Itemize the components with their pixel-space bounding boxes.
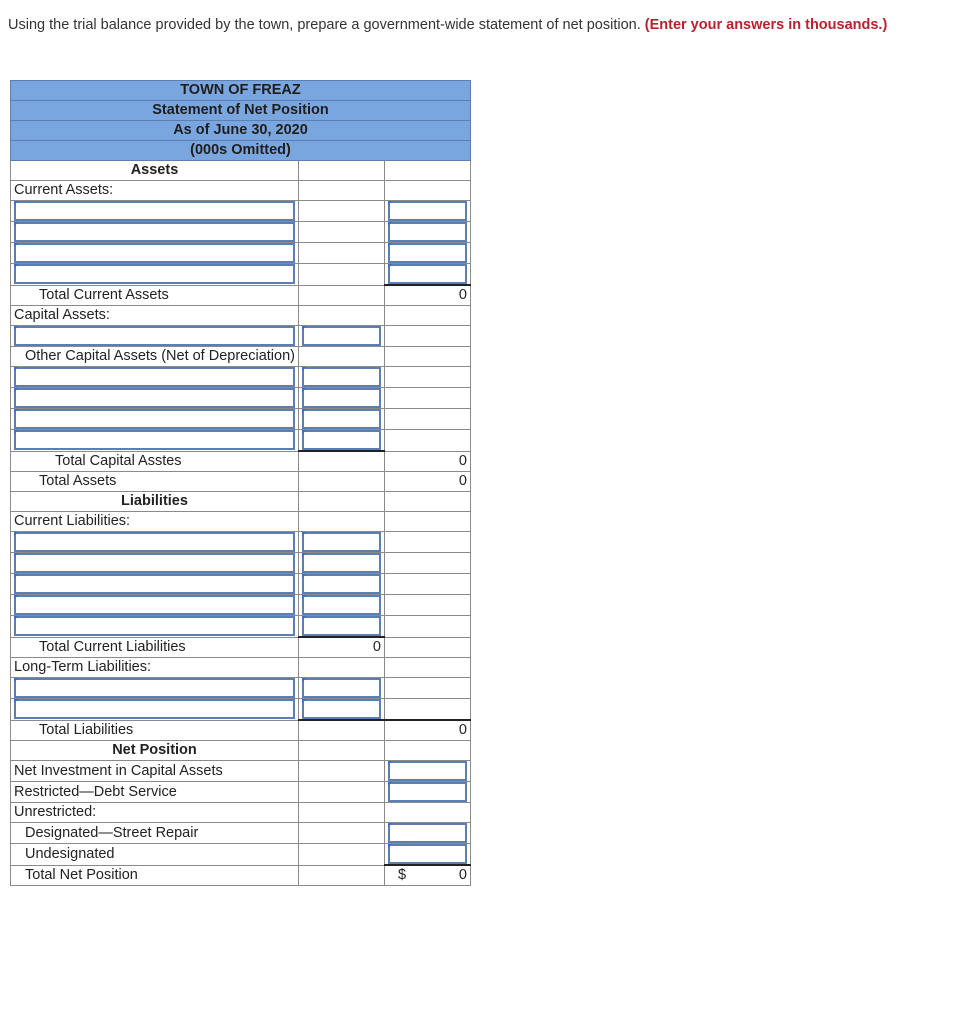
capital-assets-label: Capital Assets: [11,306,299,326]
header-date: As of June 30, 2020 [11,121,471,141]
current-asset-amount-input[interactable] [388,222,467,242]
long-term-liability-amount-input[interactable] [302,699,381,719]
total-current-assets-label: Total Current Assets [11,285,299,306]
current-liability-name-input[interactable] [14,595,295,615]
capital-asset-amount-input[interactable] [302,409,381,429]
restricted-debt-service-input[interactable] [388,782,467,802]
current-liability-amount-input[interactable] [302,616,381,636]
undesignated-label: Undesignated [11,844,299,866]
total-liabilities-value: 0 [384,720,470,741]
other-capital-assets-label: Other Capital Assets (Net of Depreciation) [11,347,299,367]
long-term-liabilities-label: Long-Term Liabilities: [11,658,299,678]
undesignated-input[interactable] [388,844,467,864]
current-asset-name-input[interactable] [14,222,295,242]
unrestricted-label: Unrestricted: [11,803,299,823]
capital-asset-amount-input[interactable] [302,367,381,387]
instructions [8,16,908,35]
long-term-liability-name-input[interactable] [14,699,295,719]
header-title: Statement of Net Position [11,101,471,121]
capital-asset-amount-input[interactable] [302,430,381,450]
total-current-assets-value: 0 [384,285,470,306]
header-town: TOWN OF FREAZ [11,81,471,101]
total-current-liabilities-value: 0 [298,637,384,658]
currency-symbol: $ [397,867,407,883]
current-asset-name-input[interactable] [14,201,295,221]
capital-asset-name-input[interactable] [14,409,295,429]
total-net-position-cell [384,865,470,886]
current-liability-amount-input[interactable] [302,553,381,573]
total-capital-assets-value: 0 [384,451,470,472]
capital-asset-name-input[interactable] [14,388,295,408]
liabilities-heading: Liabilities [11,492,299,512]
capital-asset-amount-input[interactable] [302,388,381,408]
current-asset-name-input[interactable] [14,243,295,263]
net-investment-label: Net Investment in Capital Assets [11,761,299,782]
designated-street-repair-input[interactable] [388,823,467,843]
current-liability-name-input[interactable] [14,574,295,594]
designated-street-repair-label: Designated—Street Repair [11,823,299,844]
net-investment-input[interactable] [388,761,467,781]
restricted-debt-service-label: Restricted—Debt Service [11,782,299,803]
capital-asset-name-input[interactable] [14,430,295,450]
total-assets-label: Total Assets [11,472,299,492]
current-liability-name-input[interactable] [14,553,295,573]
total-net-position-value: 0 [458,867,467,883]
current-assets-label: Current Assets: [11,181,299,201]
instructions-text: Using the trial balance provided by the town, prepare a government-wide statement of net position. [8,17,641,33]
total-liabilities-label: Total Liabilities [11,720,299,741]
current-liability-amount-input[interactable] [302,595,381,615]
statement-table [10,80,471,886]
long-term-liability-name-input[interactable] [14,678,295,698]
current-liability-amount-input[interactable] [302,574,381,594]
current-asset-amount-input[interactable] [388,264,467,284]
instructions-note: (Enter your answers in thousands.) [644,17,888,33]
current-liability-name-input[interactable] [14,616,295,636]
net-position-heading: Net Position [11,741,299,761]
capital-asset-amount-input[interactable] [302,326,381,346]
current-liabilities-label: Current Liabilities: [11,512,299,532]
total-net-position-label: Total Net Position [11,865,299,886]
assets-heading: Assets [11,161,299,181]
total-current-liabilities-label: Total Current Liabilities [11,637,299,658]
total-capital-assets-label: Total Capital Asstes [11,451,299,472]
current-asset-amount-input[interactable] [388,243,467,263]
current-asset-name-input[interactable] [14,264,295,284]
long-term-liability-amount-input[interactable] [302,678,381,698]
header-omitted: (000s Omitted) [11,141,471,161]
current-asset-amount-input[interactable] [388,201,467,221]
current-liability-name-input[interactable] [14,532,295,552]
capital-asset-name-input[interactable] [14,326,295,346]
total-assets-value: 0 [384,472,470,492]
current-liability-amount-input[interactable] [302,532,381,552]
capital-asset-name-input[interactable] [14,367,295,387]
